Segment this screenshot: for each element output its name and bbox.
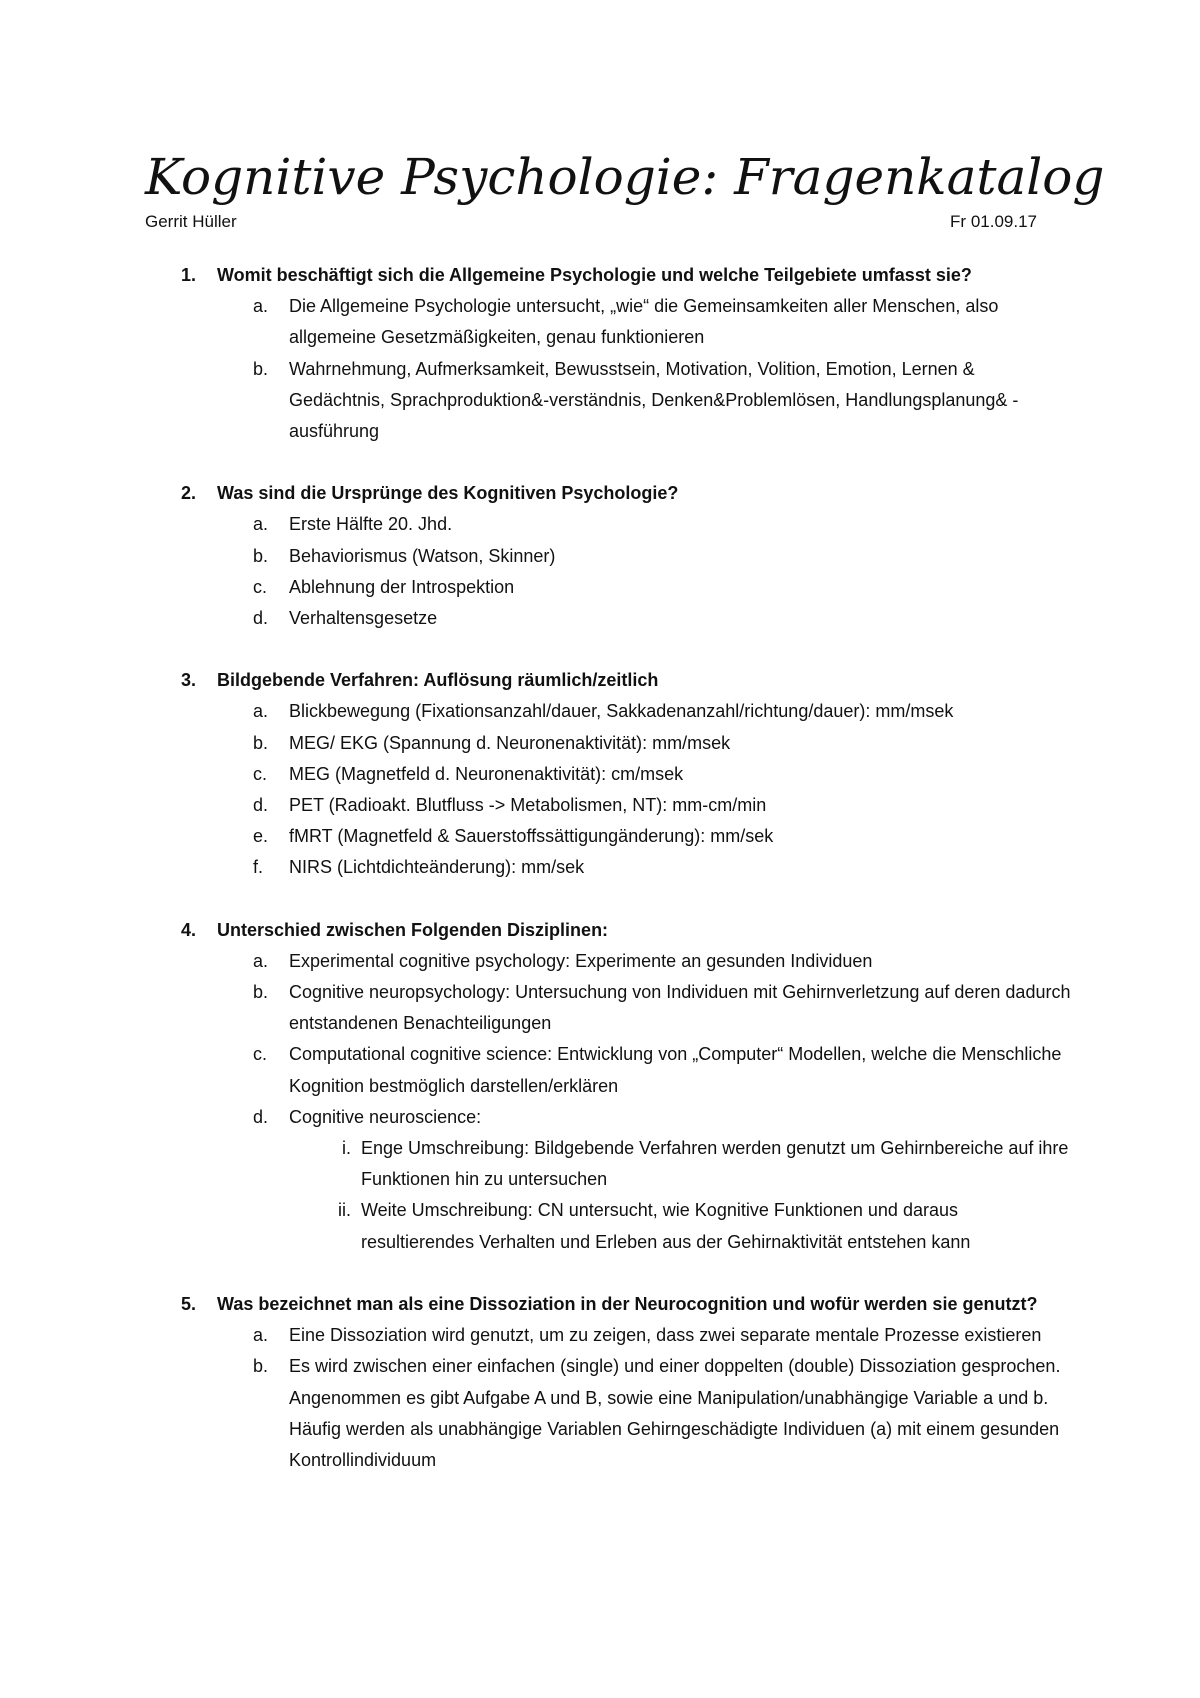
- answer-letter: b.: [253, 1356, 269, 1377]
- answer-text: Cognitive neuroscience:: [289, 1106, 482, 1127]
- document-date: Fr 01.09.17: [950, 212, 1037, 231]
- answer-letter: b.: [253, 545, 269, 566]
- answer-letter: a.: [253, 950, 269, 971]
- answer-letter: b.: [253, 982, 269, 1003]
- answer-list: [145, 509, 1075, 634]
- answer-item: [145, 1320, 1075, 1351]
- answer-text: PET (Radioakt. Blutfluss -> Metabolismen, NT): mm-cm/min: [289, 795, 767, 816]
- subitem-number: i.: [342, 1138, 351, 1159]
- question-text: Was bezeichnet man als eine Dissoziation in der Neurocognition und wofür werden sie genutzt?: [217, 1293, 1038, 1314]
- answer-text: Eine Dissoziation wird genutzt, um zu zeigen, dass zwei separate mentale Prozesse existieren: [289, 1325, 1042, 1346]
- subitem-text: Enge Umschreibung: Bildgebende Verfahren werden genutzt um Gehirnbereiche auf ihre Funktionen hin zu untersuchen: [361, 1138, 1069, 1190]
- answer-item: [145, 541, 1075, 572]
- subitem-text: Weite Umschreibung: CN untersucht, wie Kognitive Funktionen und daraus resultierendes Verhalten und Erleben aus der Gehirnaktivität entstehen kann: [361, 1200, 971, 1252]
- answer-text: Verhaltensgesetze: [289, 608, 438, 629]
- answer-list: [145, 1320, 1075, 1476]
- answer-item: [145, 1102, 1075, 1133]
- answer-letter: b.: [253, 358, 269, 379]
- question-text: Womit beschäftigt sich die Allgemeine Psychologie und welche Teilgebiete umfasst sie?: [217, 265, 972, 285]
- question-heading: [145, 260, 1075, 291]
- answer-item: [145, 354, 1075, 448]
- question-block: [145, 1289, 1075, 1476]
- answer-item: [145, 603, 1075, 634]
- page-title: Kognitive Psychologie: Fragenkatalog: [145, 148, 1105, 206]
- answer-subitem: [145, 1195, 1075, 1257]
- answer-item: [145, 291, 1075, 353]
- question-list: [145, 260, 1075, 1507]
- answer-item: [145, 1039, 1075, 1101]
- answer-letter: a.: [253, 296, 269, 317]
- question-heading: [145, 665, 1075, 696]
- answer-letter: c.: [253, 763, 268, 784]
- question-block: [145, 665, 1075, 883]
- question-text: Was sind die Ursprünge des Kognitiven Psychologie?: [217, 483, 679, 504]
- question-heading: [145, 1289, 1075, 1320]
- question-text: Bildgebende Verfahren: Auflösung räumlich/zeitlich: [217, 670, 659, 691]
- answer-letter: a.: [253, 514, 269, 535]
- question-number: 4.: [181, 919, 197, 940]
- answer-text: Experimental cognitive psychology: Experimente an gesunden Individuen: [289, 950, 873, 971]
- question-number: 1.: [181, 265, 197, 285]
- answer-text: Erste Hälfte 20. Jhd.: [289, 514, 453, 535]
- answer-item: [145, 977, 1075, 1039]
- author-name: Gerrit Hüller: [145, 212, 237, 231]
- document-meta: [145, 210, 1037, 234]
- question-number: 3.: [181, 670, 197, 691]
- answer-letter: e.: [253, 826, 269, 847]
- answer-item: [145, 728, 1075, 759]
- answer-text: Wahrnehmung, Aufmerksamkeit, Bewusstsein, Motivation, Volition, Emotion, Lernen & Gedächtnis, Sprachproduktion&-verständnis, Denken&Problemlösen, Handlungsplanung& -ausführung: [289, 358, 1019, 442]
- answer-text: NIRS (Lichtdichteänderung): mm/sek: [289, 857, 585, 878]
- answer-text: Es wird zwischen einer einfachen (single) und einer doppelten (double) Dissoziation gesprochen. Angenommen es gibt Aufgabe A und B, sowie eine Manipulation/unabhängige Variable a und b. Häufig werden als unabhängige Variablen Gehirngeschädigte Individuen (a) mit einem gesunden Kontrollindividuum: [289, 1356, 1061, 1470]
- answer-item: [145, 790, 1075, 821]
- question-block: [145, 260, 1075, 447]
- question-block: [145, 915, 1075, 1258]
- answer-list: [145, 946, 1075, 1258]
- subitem-number: ii.: [338, 1200, 351, 1221]
- answer-item: [145, 946, 1075, 977]
- answer-text: Computational cognitive science: Entwicklung von „Computer“ Modellen, welche die Menschliche Kognition bestmöglich darstellen/erklären: [289, 1044, 1062, 1096]
- question-block: [145, 478, 1075, 634]
- answer-text: Cognitive neuropsychology: Untersuchung von Individuen mit Gehirnverletzung auf deren dadurch entstandenen Benachteiligungen: [289, 982, 1071, 1034]
- answer-text: Blickbewegung (Fixationsanzahl/dauer, Sakkadenanzahl/richtung/dauer): mm/msek: [289, 701, 954, 722]
- answer-list: [145, 696, 1075, 883]
- answer-letter: c.: [253, 1044, 268, 1065]
- question-number: 5.: [181, 1293, 197, 1314]
- answer-letter: d.: [253, 795, 269, 816]
- answer-text: Die Allgemeine Psychologie untersucht, „wie“ die Gemeinsamkeiten aller Menschen, also allgemeine Gesetzmäßigkeiten, genau funktionieren: [289, 296, 999, 348]
- answer-item: [145, 696, 1075, 727]
- answer-text: MEG (Magnetfeld d. Neuronenaktivität): cm/msek: [289, 763, 684, 784]
- answer-item: [145, 759, 1075, 790]
- answer-text: MEG/ EKG (Spannung d. Neuronenaktivität): mm/msek: [289, 732, 731, 753]
- answer-letter: b.: [253, 732, 269, 753]
- answer-item: [145, 852, 1075, 883]
- answer-letter: d.: [253, 608, 269, 629]
- question-number: 2.: [181, 483, 197, 504]
- answer-text: fMRT (Magnetfeld & Sauerstoffssättigungänderung): mm/sek: [289, 826, 774, 847]
- answer-item: [145, 821, 1075, 852]
- answer-text: Ablehnung der Introspektion: [289, 576, 515, 597]
- answer-letter: a.: [253, 1325, 269, 1346]
- answer-subitem: [145, 1133, 1075, 1195]
- answer-letter: a.: [253, 701, 269, 722]
- answer-letter: d.: [253, 1106, 269, 1127]
- answer-item: [145, 509, 1075, 540]
- answer-item: [145, 572, 1075, 603]
- question-heading: [145, 478, 1075, 509]
- question-text: Unterschied zwischen Folgenden Disziplinen:: [217, 919, 609, 940]
- answer-letter: c.: [253, 576, 268, 597]
- answer-list: [145, 291, 1075, 447]
- question-heading: [145, 915, 1075, 946]
- answer-letter: f.: [253, 857, 264, 878]
- answer-text: Behaviorismus (Watson, Skinner): [289, 545, 556, 566]
- answer-item: [145, 1351, 1075, 1476]
